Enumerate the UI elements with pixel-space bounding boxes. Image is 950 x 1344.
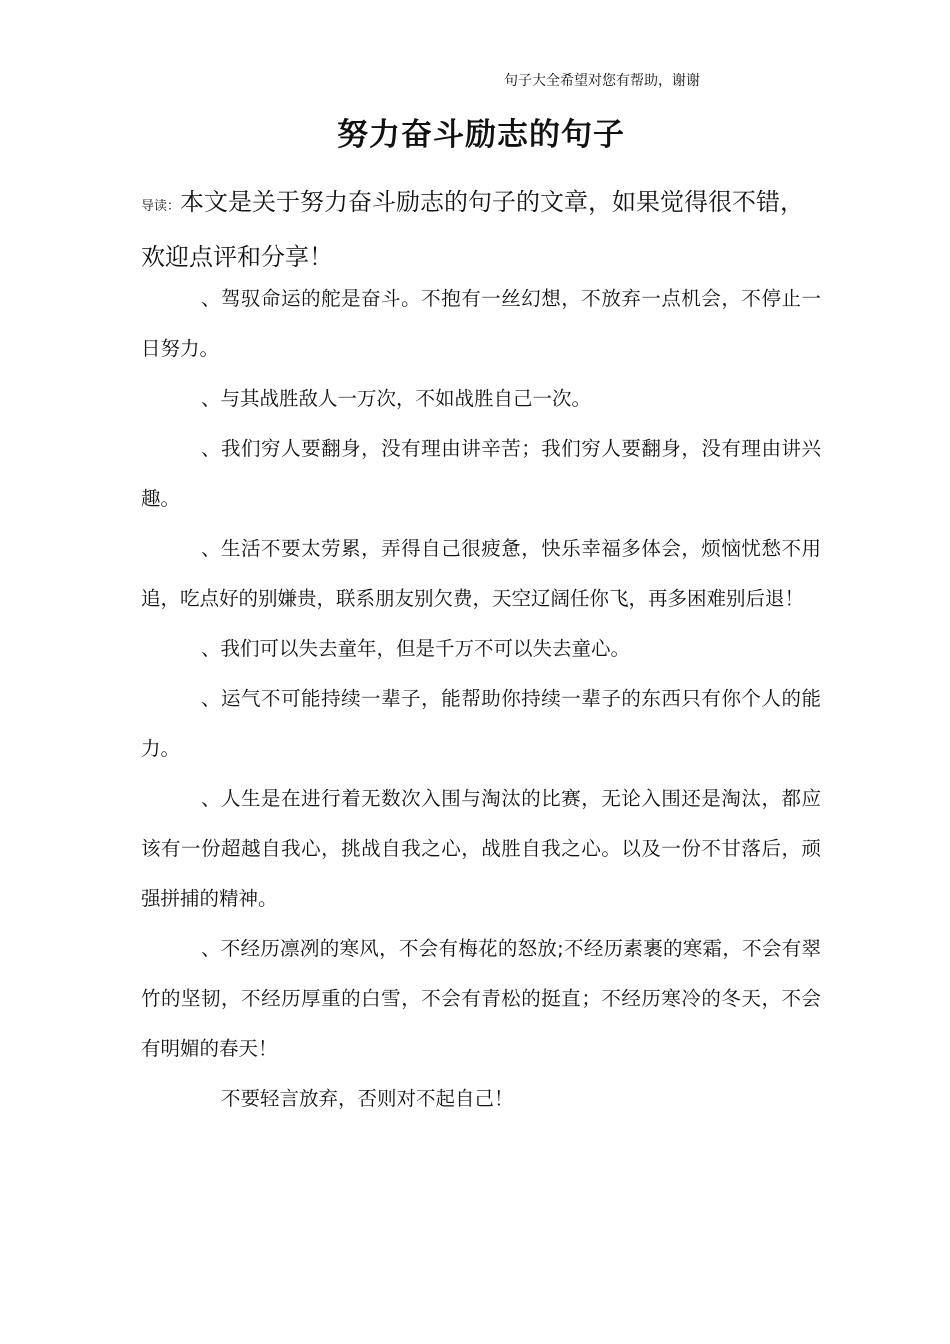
paragraph-2: 、与其战胜敌人一万次，不如战胜自己一次。 bbox=[201, 387, 592, 410]
intro-paragraph bbox=[141, 177, 821, 282]
closing-line: 不要轻言放弃，否则对不起自己！ bbox=[221, 1087, 514, 1110]
paragraph-3: 、我们穷人要翻身，没有理由讲辛苦；我们穷人要翻身，没有理由讲兴趣。 bbox=[141, 437, 821, 510]
paragraph-4: 、生活不要太劳累，弄得自己很疲惫，快乐幸福多体会，烦恼忧愁不用追，吃点好的别嫌贵，联系朋友别欠费，天空辽阔任你飞，再多困难别后退！ bbox=[141, 537, 821, 610]
paragraph-1: 、驾驭命运的舵是奋斗。不抱有一丝幻想，不放弃一点机会，不停止一日努力。 bbox=[141, 287, 821, 360]
page-title: 努力奋斗励志的句子 bbox=[337, 117, 625, 153]
paragraph-5: 、我们可以失去童年，但是千万不可以失去童心。 bbox=[201, 637, 631, 660]
intro-text: 本文是关于努力奋斗励志的句子的文章，如果觉得很不错，欢迎点评和分享！ bbox=[141, 188, 805, 271]
intro-label: 导读： bbox=[141, 199, 181, 214]
header-note: 句子大全希望对您有帮助，谢谢 bbox=[504, 73, 700, 89]
paragraph-6: 、运气不可能持续一辈子，能帮助你持续一辈子的东西只有你个人的能力。 bbox=[141, 687, 821, 760]
paragraph-7: 、人生是在进行着无数次入围与淘汰的比赛，无论入围还是淘汰，都应该有一份超越自我心，挑战自我之心，战胜自我之心。以及一份不甘落后，顽强拼捕的精神。 bbox=[141, 787, 821, 910]
paragraph-8: 、不经历凛冽的寒风，不会有梅花的怒放;不经历素裹的寒霜，不会有翠竹的坚韧，不经历厚重的白雪，不会有青松的挺直；不经历寒冷的冬天，不会有明媚的春天！ bbox=[141, 937, 821, 1060]
body-text bbox=[141, 274, 821, 1124]
